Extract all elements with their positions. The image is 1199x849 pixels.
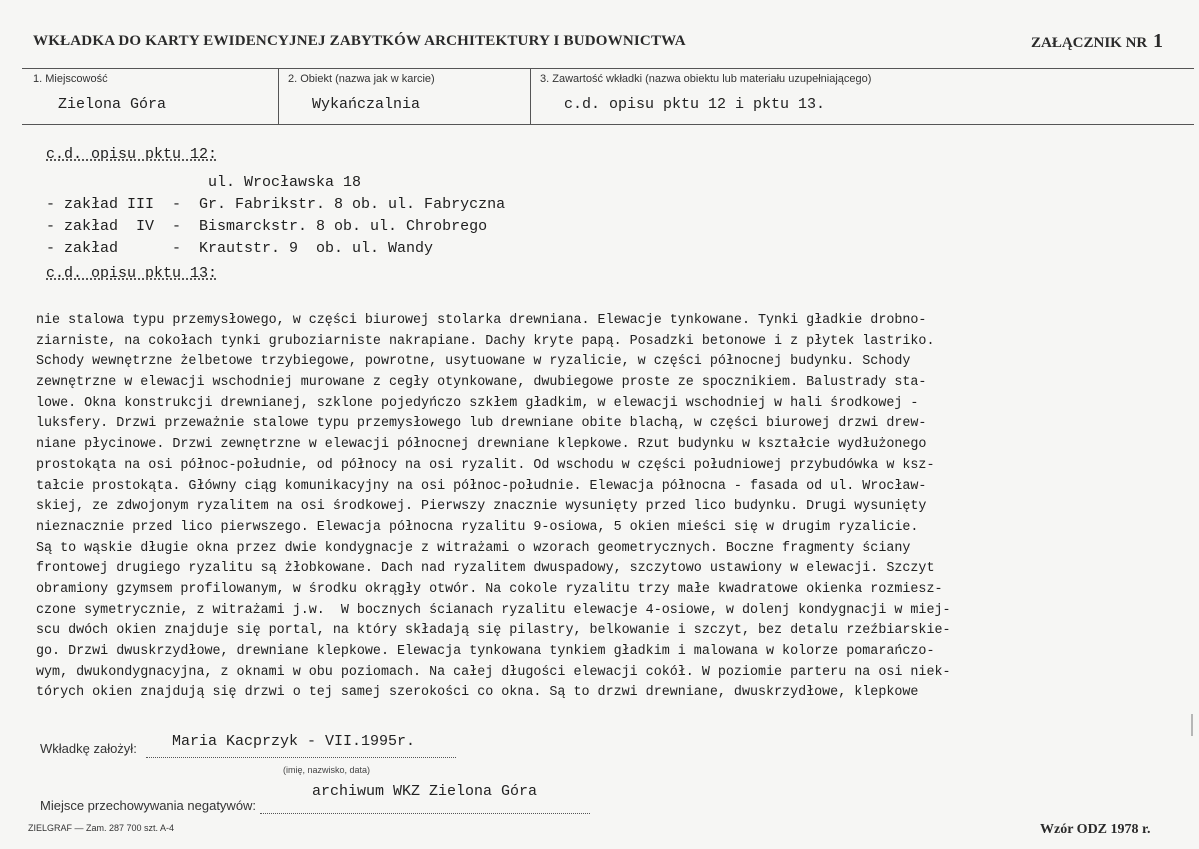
fields-bottom-rule [22, 124, 1194, 125]
description-line: luksfery. Drzwi przeważnie stalowe typu przemysłowego lub drewniane obite blachą, w części biurowej drzwi drew- [36, 416, 927, 432]
description-line: Są to wąskie długie okna przez dwie kondygnacje z witrażami o wzorach geometrycznych. Boczne fragmenty ściany [36, 540, 911, 556]
description-line: ziarniste, na cokołach tynki gruboziarniste nakrapiane. Dachy kryte papą. Posadzki betonowe i z płytek lastriko. [36, 333, 935, 349]
description-line: lowe. Okna konstrukcji drewnianej, szklone pojedyńczo szkłem gładkim, w elewacji wschodniej w hali środkowej - [36, 395, 919, 411]
negatives-value: archiwum WKZ Zielona Góra [312, 783, 538, 800]
object-label: 2. Obiekt (nazwa jak w karcie) [288, 73, 435, 85]
address-line: ul. Wrocławska 18 [46, 174, 362, 191]
description-line: tałcie prostokąta. Główny ciąg komunikacyjny na osi północ-południe. Elewacja północna - fasada od ul. Wrocław- [36, 478, 927, 494]
fields-divider-1 [278, 68, 279, 124]
description-line: go. Drzwi dwuskrzydłowe, drewniane klepkowe. Elewacja tynkowana tynkiem gładkim i malowana w kolorze pomarańczo- [36, 644, 935, 659]
section-12-heading: c.d. opisu pktu 12: [46, 146, 218, 163]
description-line: Schody wewnętrzne żelbetowe trzybiegowe, powrotne, usytuowane w ryzalicie, w części północnej budynku. Schody [36, 354, 911, 370]
description-line: zewnętrzne w elewacji wschodniej murowane z cegły otynkowane, dwubiegowe proste ze spocznikiem. Balustrady sta- [36, 375, 927, 391]
description-line: prostokąta na osi północ-południe, od północy na osi ryzalit. Od wschodu w części południowej przybudówka w ksz- [36, 457, 935, 473]
locality-label: 1. Miejscowość [33, 73, 108, 85]
author-label: Wkładkę założył: [40, 741, 137, 756]
author-dotted-line [146, 757, 456, 758]
description-line: wym, dwukondygnacyjna, z oknami w obu poziomach. Na całej długości elewacji cokół. W poziomie parteru na osi niek- [36, 664, 951, 680]
description-line: niane płycinowe. Drzwi zewnętrzne w elewacji północnej drewniane klepkowe. Rzut budynku w kształcie wydłużonego [36, 437, 927, 453]
locality-value: Zielona Góra [58, 96, 167, 113]
contents-value: c.d. opisu pktu 12 i pktu 13. [564, 96, 826, 113]
description-line: frontowej drugiego ryzalitu są żłobkowane. Dach nad ryzalitem dwuspadowy, szczytowo ustawiony w elewacji. Szczyt [36, 561, 935, 577]
address-line: - zakład III - Gr. Fabrikstr. 8 ob. ul. Fabryczna [46, 196, 506, 213]
description-line: obramiony gzymsem profilowanym, w środku okrągły otwór. Na cokole ryzalitu trzy małe kwadratowe okienka rozmiesz- [36, 581, 943, 597]
printer-imprint: ZIELGRAF — Zam. 287 700 szt. A-4 [28, 823, 175, 833]
annex-number: 1 [1153, 30, 1164, 52]
fields-divider-2 [530, 68, 531, 124]
fields-top-rule [22, 68, 1194, 69]
address-line: - zakład IV - Bismarckstr. 8 ob. ul. Chrobrego [46, 218, 488, 235]
description-line: tórych okien znajdują się drzwi o tej samej szerokości co okna. Są to drzwi drewniane, dwuskrzydłowe, klepkowe [36, 685, 919, 701]
negatives-dotted-line [260, 813, 590, 814]
negatives-label: Miejsce przechowywania negatywów: [40, 798, 257, 813]
description-line: skiej, ze zdwojonym ryzalitem na osi środkowej. Pierwszy znacznie wysunięty przed lico budynku. Drugi wysunięty [36, 499, 927, 515]
description-line: scu dwóch okien znajduje się portal, na który składają się pilastry, belkowanie i szczyt, bez detalu rzeźbiarskie- [36, 623, 951, 639]
edge-mark-icon [1190, 714, 1194, 736]
address-line: - zakład - Krautstr. 9 ob. ul. Wandy [46, 240, 434, 257]
contents-label: 3. Zawartość wkładki (nazwa obiektu lub materiału uzupełniającego) [540, 73, 872, 85]
annex-label [1031, 30, 1163, 53]
annex-label-text: ZAŁĄCZNIK NR [1031, 35, 1148, 51]
section-13-heading: c.d. opisu pktu 13: [46, 265, 218, 282]
description-line: nieznacznie przed lico pierwszego. Elewacja północna ryzalitu 9-osiowa, 5 okien mieści się w drugim ryzalicie. [36, 519, 919, 535]
description-text [36, 311, 1196, 704]
author-value: Maria Kacprzyk - VII.1995r. [172, 733, 416, 750]
form-model: Wzór ODZ 1978 r. [1040, 822, 1151, 837]
author-hint: (imię, nazwisko, data) [283, 765, 371, 775]
description-line: czone symetrycznie, z witrażami j.w. W bocznych ścianach ryzalitu elewacje 4-osiowe, w dolenj kondygnacji w miej- [36, 602, 951, 618]
description-line: nie stalowa typu przemysłowego, w części biurowej stolarka drewniana. Elewacje tynkowane. Tynki gładkie drobno- [36, 313, 927, 328]
object-value: Wykańczalnia [312, 96, 421, 113]
form-title: WKŁADKA DO KARTY EWIDENCYJNEJ ZABYTKÓW ARCHITEKTURY I BUDOWNICTWA [33, 33, 686, 49]
